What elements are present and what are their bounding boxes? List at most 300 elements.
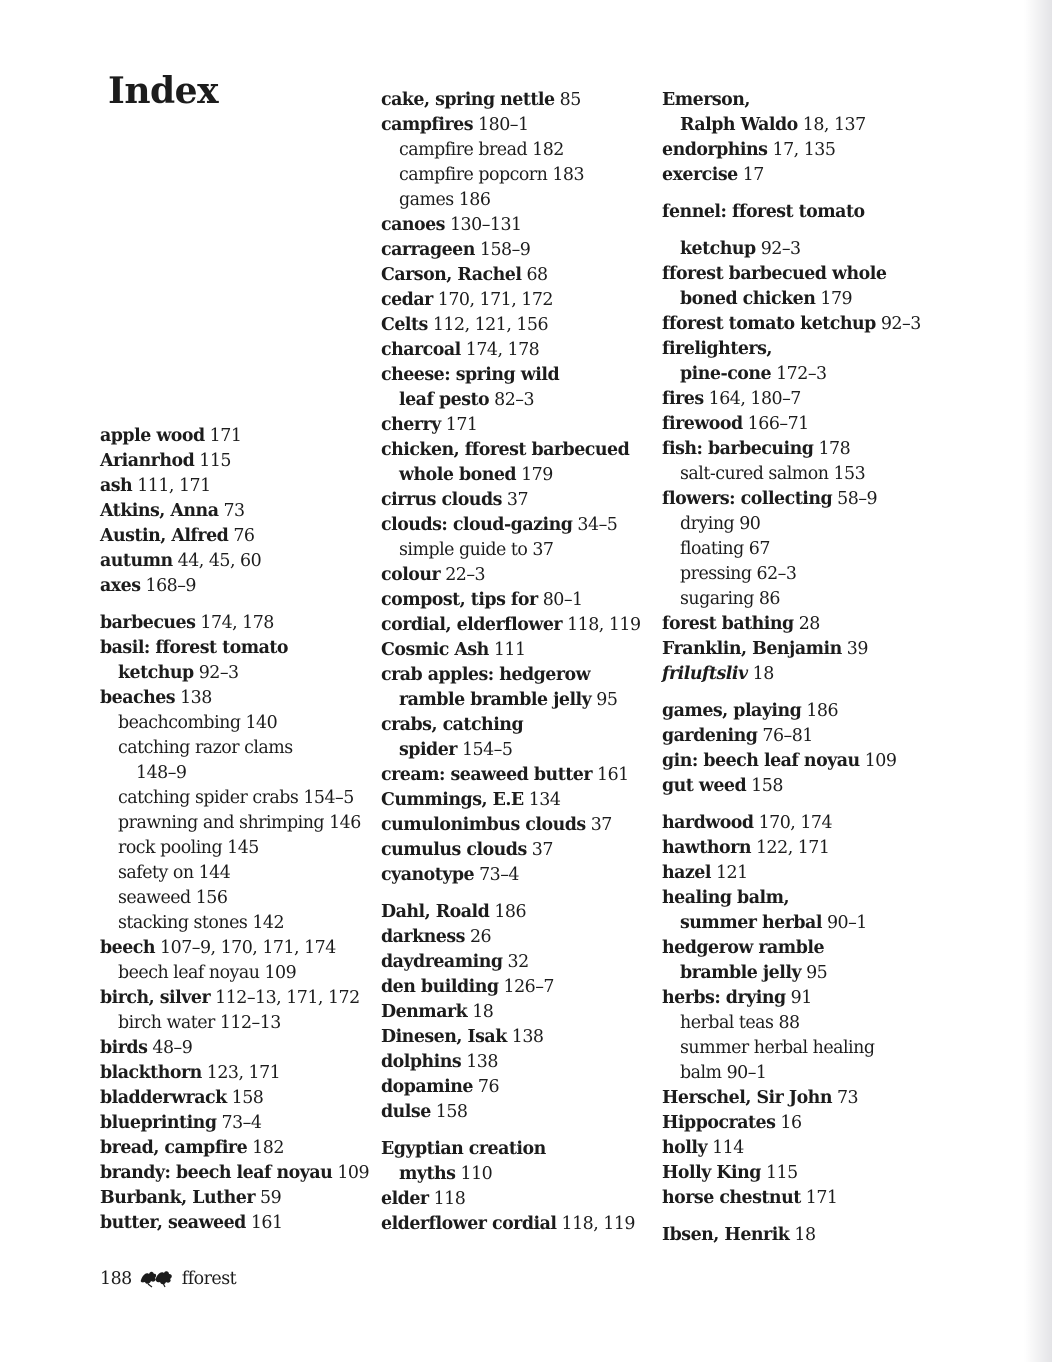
entry-heading: butter, seaweed <box>100 1213 246 1233</box>
index-entry <box>381 713 666 738</box>
entry-pages: 182 <box>527 140 564 160</box>
index-entry <box>662 986 962 1011</box>
entry-heading: holly <box>662 1138 708 1158</box>
entry-heading: beech <box>100 938 156 958</box>
index-entry <box>381 113 666 138</box>
entry-heading: sugaring <box>680 589 754 609</box>
index-subentry <box>662 1011 962 1036</box>
index-entry <box>100 1186 385 1211</box>
entry-pages: 76–81 <box>757 726 813 746</box>
entry-heading: herbal teas <box>680 1013 774 1033</box>
entry-heading: catching razor clams <box>118 738 293 758</box>
entry-heading: axes <box>100 576 141 596</box>
entry-heading: birch, silver <box>100 988 211 1008</box>
index-entry <box>100 936 385 961</box>
entry-heading: barbecues <box>100 613 196 633</box>
entry-pages: 140 <box>240 713 278 733</box>
index-entry <box>381 588 666 613</box>
entry-pages: 118, 119 <box>556 1214 635 1234</box>
entry-heading: apple wood <box>100 426 205 446</box>
index-entry <box>381 688 666 713</box>
index-entry <box>381 1212 666 1237</box>
entry-pages: 34–5 <box>572 515 618 535</box>
entry-pages: 18 <box>789 1225 816 1245</box>
entry-heading: Egyptian creation <box>381 1139 546 1159</box>
index-entry <box>100 574 385 599</box>
index-entry <box>662 337 962 362</box>
index-entry <box>381 975 666 1000</box>
index-subentry <box>100 786 385 811</box>
entry-heading: birch water <box>118 1013 215 1033</box>
entry-pages: 16 <box>775 1113 802 1133</box>
entry-heading: blackthorn <box>100 1063 202 1083</box>
entry-pages: 86 <box>753 589 781 609</box>
entry-heading: games, playing <box>662 701 802 721</box>
entry-heading: fforest barbecued whole <box>662 264 887 284</box>
index-entry <box>662 612 962 637</box>
entry-pages: 118 <box>428 1189 466 1209</box>
column-top-spacer <box>381 0 666 88</box>
index-subentry <box>381 163 666 188</box>
index-entry <box>662 662 962 687</box>
entry-heading: friluftsliv <box>662 664 748 684</box>
entry-pages: 179 <box>516 465 553 485</box>
entry-heading: cheese: spring wild <box>381 365 560 385</box>
entry-heading: ketchup <box>680 239 756 259</box>
entry-pages: 26 <box>464 927 492 947</box>
entry-heading: firelighters, <box>662 339 772 359</box>
entry-heading: bramble jelly <box>680 963 802 983</box>
index-entry <box>100 1211 385 1236</box>
entry-heading: leaf pesto <box>399 390 490 410</box>
entry-heading: autumn <box>100 551 173 571</box>
index-subentry <box>100 711 385 736</box>
entry-heading: Arianrhod <box>100 451 195 471</box>
entry-pages: 73–4 <box>474 865 519 885</box>
entry-heading: den building <box>381 977 499 997</box>
entry-pages: 76 <box>228 526 255 546</box>
entry-pages: 95 <box>591 690 618 710</box>
entry-pages: 90–1 <box>821 913 867 933</box>
entry-heading: colour <box>381 565 441 585</box>
entry-pages: 166–71 <box>742 414 809 434</box>
entry-heading: basil: fforest tomato <box>100 638 289 658</box>
entry-heading: brandy: beech leaf noyau <box>100 1163 333 1183</box>
index-entry <box>662 200 962 225</box>
entry-pages: 182 <box>247 1138 284 1158</box>
column-top-spacer <box>662 0 962 88</box>
entry-heading: Franklin, Benjamin <box>662 639 842 659</box>
entry-heading: elder <box>381 1189 429 1209</box>
entry-heading: Hippocrates <box>662 1113 776 1133</box>
entry-heading: elderflower cordial <box>381 1214 557 1234</box>
entry-pages: 170, 174 <box>753 813 833 833</box>
entry-pages: 138 <box>175 688 212 708</box>
index-entry <box>381 388 666 413</box>
index-subentry <box>662 587 962 612</box>
entry-heading: clouds: cloud-gazing <box>381 515 573 535</box>
page-edge-shadow <box>1024 0 1052 1362</box>
entry-pages: 130–131 <box>444 215 522 235</box>
index-entry <box>381 763 666 788</box>
index-entry <box>381 513 666 538</box>
index-subentry <box>100 861 385 886</box>
entry-heading: summer herbal <box>680 913 822 933</box>
index-subentry <box>100 836 385 861</box>
index-entry <box>100 499 385 524</box>
entry-heading: bread, campfire <box>100 1138 248 1158</box>
index-entry <box>662 437 962 462</box>
index-entry <box>662 1161 962 1186</box>
entry-heading: dopamine <box>381 1077 473 1097</box>
entry-heading: spider <box>399 740 457 760</box>
entry-pages: 154–5 <box>298 788 354 808</box>
entry-heading: bladderwrack <box>100 1088 227 1108</box>
entry-pages: 126–7 <box>498 977 554 997</box>
index-entry <box>100 1036 385 1061</box>
entry-pages: 183 <box>547 165 585 185</box>
entry-heading: fforest tomato ketchup <box>662 314 876 334</box>
entry-heading: charcoal <box>381 340 461 360</box>
entry-pages: 164, 180–7 <box>703 389 801 409</box>
entry-pages: 80–1 <box>537 590 583 610</box>
entry-pages: 153 <box>828 464 866 484</box>
entry-pages: 138 <box>506 1027 544 1047</box>
entry-pages: 112–13, 171, 172 <box>210 988 360 1008</box>
index-entry <box>100 1161 385 1186</box>
index-entry <box>381 788 666 813</box>
entry-pages: 115 <box>194 451 231 471</box>
index-entry <box>381 1025 666 1050</box>
entry-heading: Herschel, Sir John <box>662 1088 832 1108</box>
entry-pages: 161 <box>592 765 629 785</box>
entry-heading: flowers: collecting <box>662 489 833 509</box>
entry-pages: 18, 137 <box>797 115 866 135</box>
index-entry <box>381 1000 666 1025</box>
entry-pages: 171 <box>800 1188 838 1208</box>
entry-pages: 44, 45, 60 <box>172 551 262 571</box>
entry-pages: 174, 178 <box>195 613 274 633</box>
entry-heading: Emerson, <box>662 90 750 110</box>
entry-pages: 148–9 <box>136 763 187 783</box>
index-entry <box>381 213 666 238</box>
index-entry <box>100 1086 385 1111</box>
entry-pages: 85 <box>554 90 581 110</box>
entry-pages: 107–9, 170, 171, 174 <box>155 938 336 958</box>
entry-pages: 156 <box>190 888 228 908</box>
index-entry <box>381 950 666 975</box>
entry-heading: Burbank, Luther <box>100 1188 256 1208</box>
entry-pages: 186 <box>453 190 491 210</box>
entry-heading: compost, tips for <box>381 590 538 610</box>
index-entry <box>381 813 666 838</box>
entry-heading: fish: barbecuing <box>662 439 814 459</box>
entry-heading: canoes <box>381 215 445 235</box>
entry-pages: 92–3 <box>755 239 801 259</box>
entry-heading: prawning and shrimping <box>118 813 325 833</box>
index-entry <box>662 287 962 312</box>
entry-heading: blueprinting <box>100 1113 217 1133</box>
entry-pages: 88 <box>773 1013 800 1033</box>
index-entry <box>381 488 666 513</box>
index-entry <box>662 911 962 936</box>
index-entry <box>662 811 962 836</box>
entry-heading: ash <box>100 476 133 496</box>
entry-heading: floating <box>680 539 744 559</box>
index-entry <box>381 1162 666 1187</box>
index-entry <box>381 1050 666 1075</box>
entry-pages: 18 <box>747 664 774 684</box>
entry-heading: whole boned <box>399 465 517 485</box>
index-subentry <box>662 1061 962 1086</box>
entry-pages: 82–3 <box>489 390 535 410</box>
entry-heading: Denmark <box>381 1002 468 1022</box>
entry-pages: 18 <box>467 1002 494 1022</box>
entry-pages: 114 <box>707 1138 744 1158</box>
index-entry <box>381 613 666 638</box>
index-entry <box>100 449 385 474</box>
index-entry <box>662 312 962 337</box>
entry-pages: 59 <box>255 1188 282 1208</box>
index-entry <box>100 424 385 449</box>
index-entry <box>662 163 962 188</box>
entry-pages: 122, 171 <box>750 838 830 858</box>
entry-pages: 67 <box>743 539 770 559</box>
entry-pages: 171 <box>440 415 478 435</box>
entry-pages: 158–9 <box>474 240 531 260</box>
index-entry <box>100 1111 385 1136</box>
entry-heading: darkness <box>381 927 465 947</box>
entry-pages: 145 <box>222 838 259 858</box>
index-entry <box>100 549 385 574</box>
index-entry <box>662 637 962 662</box>
entry-heading: beaches <box>100 688 176 708</box>
index-entry <box>381 413 666 438</box>
index-subentry <box>100 811 385 836</box>
entry-heading: gut weed <box>662 776 747 796</box>
index-entry <box>100 661 385 686</box>
entry-heading: Cummings, E.E <box>381 790 524 810</box>
entry-heading: catching spider crabs <box>118 788 299 808</box>
entry-pages: 115 <box>760 1163 798 1183</box>
entry-pages: 109 <box>259 963 297 983</box>
entry-heading: Austin, Alfred <box>100 526 229 546</box>
index-entry <box>381 563 666 588</box>
index-entry <box>381 338 666 363</box>
entry-heading: Atkins, Anna <box>100 501 219 521</box>
entry-heading: pine-cone <box>680 364 772 384</box>
index-entry <box>662 1186 962 1211</box>
entry-pages: 37 <box>501 490 529 510</box>
entry-heading: beech leaf noyau <box>118 963 260 983</box>
index-entry <box>381 463 666 488</box>
entry-pages: 179 <box>815 289 853 309</box>
entry-heading: balm <box>680 1063 722 1083</box>
entry-heading: cherry <box>381 415 441 435</box>
entry-pages: 172–3 <box>771 364 827 384</box>
index-entry <box>662 88 962 113</box>
index-entry <box>662 487 962 512</box>
entry-pages: 68 <box>521 265 548 285</box>
entry-pages: 76 <box>472 1077 500 1097</box>
entry-pages: 92–3 <box>193 663 239 683</box>
entry-heading: cumulonimbus clouds <box>381 815 586 835</box>
entry-pages: 28 <box>793 614 820 634</box>
entry-pages: 112–13 <box>214 1013 281 1033</box>
index-entry <box>662 961 962 986</box>
entry-heading: daydreaming <box>381 952 503 972</box>
entry-pages: 90–1 <box>721 1063 767 1083</box>
index-entry <box>662 412 962 437</box>
entry-pages: 154–5 <box>456 740 513 760</box>
index-subentry <box>662 562 962 587</box>
entry-heading: Carson, Rachel <box>381 265 522 285</box>
index-entry <box>381 638 666 663</box>
index-entry <box>381 88 666 113</box>
entry-heading: birds <box>100 1038 148 1058</box>
letter-group-gap <box>662 799 962 811</box>
entry-heading: games <box>399 190 454 210</box>
index-subentry <box>662 462 962 487</box>
entry-heading: beachcombing <box>118 713 241 733</box>
entry-heading: crabs, catching <box>381 715 524 735</box>
entry-heading: boned chicken <box>680 289 816 309</box>
index-subentry <box>381 138 666 163</box>
index-entry <box>662 936 962 961</box>
entry-heading: summer herbal healing <box>680 1038 875 1058</box>
entry-pages: 62–3 <box>751 564 797 584</box>
letter-group-gap <box>662 225 962 237</box>
entry-pages: 90 <box>734 514 761 534</box>
index-subentry <box>381 188 666 213</box>
entry-pages: 95 <box>801 963 828 983</box>
entry-heading: cumulus clouds <box>381 840 527 860</box>
page-title: Index <box>108 70 219 112</box>
entry-heading: horse chestnut <box>662 1188 801 1208</box>
entry-heading: hedgerow ramble <box>662 938 825 958</box>
entry-pages: 73–4 <box>216 1113 262 1133</box>
entry-pages: 91 <box>785 988 812 1008</box>
entry-heading: carrageen <box>381 240 475 260</box>
letter-group-gap <box>662 687 962 699</box>
entry-pages: 110 <box>455 1164 493 1184</box>
entry-heading: Ibsen, Henrik <box>662 1225 790 1245</box>
entry-heading: chicken, fforest barbecued <box>381 440 630 460</box>
entry-heading: cirrus clouds <box>381 490 502 510</box>
entry-pages: 134 <box>523 790 561 810</box>
index-entry <box>381 838 666 863</box>
index-entry <box>662 724 962 749</box>
entry-pages: 121 <box>710 863 748 883</box>
index-subentry <box>662 512 962 537</box>
index-entry <box>381 363 666 388</box>
entry-heading: cake, spring nettle <box>381 90 555 110</box>
index-entry <box>100 474 385 499</box>
index-entry <box>381 438 666 463</box>
index-entry <box>100 611 385 636</box>
entry-pages: 58–9 <box>832 489 878 509</box>
index-subentry <box>100 1011 385 1036</box>
entry-pages: 146 <box>324 813 361 833</box>
index-subentry <box>100 736 385 761</box>
entry-heading: ketchup <box>118 663 194 683</box>
index-subentry <box>381 538 666 563</box>
entry-heading: exercise <box>662 165 738 185</box>
index-column-3 <box>662 0 962 1248</box>
index-subentry <box>100 886 385 911</box>
entry-heading: herbs: drying <box>662 988 786 1008</box>
letter-group-gap <box>381 1125 666 1137</box>
index-subentry <box>662 1036 962 1061</box>
oak-leaf-icon <box>137 1269 182 1289</box>
entry-heading: cream: seaweed butter <box>381 765 592 785</box>
entry-heading: endorphins <box>662 140 768 160</box>
entry-pages: 111, 171 <box>132 476 211 496</box>
index-entry <box>662 699 962 724</box>
entry-pages: 32 <box>502 952 529 972</box>
entry-pages: 37 <box>585 815 612 835</box>
entry-heading: cyanotype <box>381 865 475 885</box>
entry-heading: myths <box>399 1164 456 1184</box>
entry-pages: 186 <box>489 902 527 922</box>
letter-group-gap <box>662 1211 962 1223</box>
index-entry <box>100 761 385 786</box>
entry-heading: gin: beech leaf noyau <box>662 751 860 771</box>
entry-heading: healing balm, <box>662 888 790 908</box>
entry-heading: salt-cured salmon <box>680 464 829 484</box>
index-entry <box>381 1137 666 1162</box>
letter-group-gap <box>100 599 385 611</box>
index-entry <box>381 1100 666 1125</box>
entry-heading: crab apples: hedgerow <box>381 665 591 685</box>
entry-pages: 109 <box>859 751 897 771</box>
entry-heading: pressing <box>680 564 752 584</box>
index-entry <box>381 1075 666 1100</box>
index-entry <box>381 263 666 288</box>
page-footer <box>100 1268 236 1289</box>
index-entry <box>100 524 385 549</box>
entry-pages: 22–3 <box>440 565 486 585</box>
index-entry <box>662 362 962 387</box>
entry-pages: 39 <box>841 639 868 659</box>
entry-pages: 73 <box>218 501 245 521</box>
entry-heading: forest bathing <box>662 614 794 634</box>
book-title: fforest <box>181 1269 237 1289</box>
index-entry <box>381 900 666 925</box>
entry-pages: 112, 121, 156 <box>427 315 549 335</box>
index-entry <box>381 663 666 688</box>
page-number: 188 <box>100 1269 132 1289</box>
index-entry <box>662 138 962 163</box>
index-entry <box>381 863 666 888</box>
index-subentry <box>100 911 385 936</box>
entry-heading: simple guide to <box>399 540 528 560</box>
index-entry <box>662 1086 962 1111</box>
entry-pages: 111 <box>488 640 526 660</box>
entry-pages: 170, 171, 172 <box>432 290 553 310</box>
entry-pages: 92–3 <box>875 314 921 334</box>
entry-pages: 17, 135 <box>767 140 836 160</box>
entry-pages: 178 <box>813 439 851 459</box>
entry-pages: 138 <box>461 1052 498 1072</box>
entry-pages: 144 <box>193 863 231 883</box>
index-entry <box>662 1223 962 1248</box>
entry-heading: dulse <box>381 1102 431 1122</box>
index-entry <box>100 986 385 1011</box>
index-entry <box>662 886 962 911</box>
entry-pages: 109 <box>332 1163 370 1183</box>
index-entry <box>381 925 666 950</box>
